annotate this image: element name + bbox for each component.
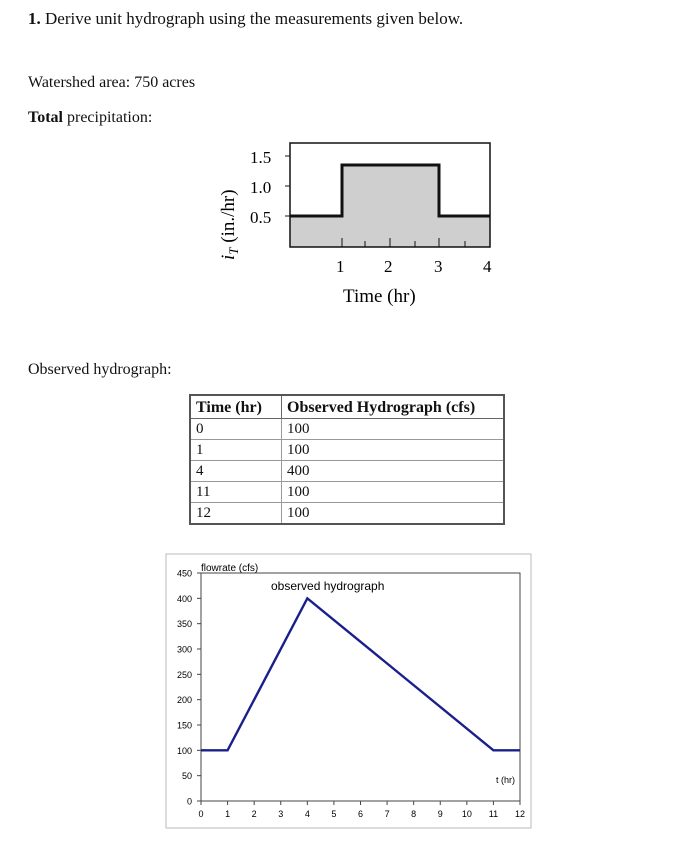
cell-time: 0 [190, 419, 282, 440]
xtick-label: 1 [336, 257, 345, 276]
xtick-label: 11 [488, 809, 499, 819]
chart-outer-frame [166, 554, 531, 828]
question-text: Derive unit hydrograph using the measurements given below. [40, 9, 464, 28]
observed-table [189, 394, 505, 525]
cell-time: 11 [190, 482, 282, 503]
xtick-label: 4 [483, 257, 492, 276]
xtick-label: 3 [434, 257, 443, 276]
ylabel-i: i [218, 254, 239, 260]
ytick-label: 350 [176, 619, 192, 630]
ytick-label: 1.5 [250, 148, 272, 167]
question-number: 1. [28, 9, 41, 28]
xtick-label: 6 [357, 809, 364, 819]
xtick-label: 4 [304, 809, 310, 819]
chart-xlabel: t (hr) [496, 775, 515, 785]
xtick-label: 7 [384, 809, 390, 819]
xtick-label: 5 [331, 809, 337, 819]
table-row [190, 503, 504, 525]
total-bold: Total [28, 109, 63, 126]
ytick-label: 150 [176, 720, 192, 731]
table-row [190, 419, 504, 440]
ylabel-sub: T [226, 247, 241, 255]
header-time: Time (hr) [190, 395, 282, 419]
precip-xlabel: Time (hr) [343, 286, 416, 307]
xtick-label: 1 [225, 809, 231, 819]
xtick-label: 2 [251, 809, 257, 819]
ytick-label: 300 [176, 644, 192, 655]
precipitation-chart [190, 135, 520, 315]
chart-title: observed hydrograph [271, 579, 385, 593]
ytick-label: 1.0 [250, 178, 272, 197]
xtick-label: 2 [384, 257, 393, 276]
xtick-label: 12 [514, 809, 526, 819]
cell-flow: 100 [282, 419, 505, 440]
cell-flow: 100 [282, 503, 505, 525]
table-row [190, 482, 504, 503]
observed-hydrograph-label: Observed hydrograph: [28, 361, 172, 378]
precip-ylabel [218, 189, 241, 260]
cell-time: 1 [190, 440, 282, 461]
ytick-label: 400 [176, 593, 192, 604]
ytick-label: 250 [176, 669, 192, 680]
xtick-label: 10 [461, 809, 472, 819]
cell-flow: 400 [282, 461, 505, 482]
ylabel-rest: (in./hr) [218, 189, 239, 248]
xtick-label: 3 [278, 809, 284, 819]
cell-time: 12 [190, 503, 282, 525]
chart-ylabel: flowrate (cfs) [201, 563, 259, 574]
ytick-label: 0.5 [250, 208, 272, 227]
table-row [190, 440, 504, 461]
ytick-label: 200 [176, 695, 192, 706]
precip-area-peak [342, 165, 439, 216]
hydrograph-chart [165, 553, 535, 833]
cell-flow: 100 [282, 482, 505, 503]
ytick-label: 0 [186, 796, 192, 807]
total-precipitation-label [28, 109, 152, 127]
table-header-row [190, 395, 504, 419]
ytick-label: 100 [176, 745, 192, 756]
watershed-area: Watershed area: 750 acres [28, 74, 196, 91]
ytick-label: 50 [181, 771, 192, 782]
header-flow: Observed Hydrograph (cfs) [282, 395, 505, 419]
question [28, 9, 463, 29]
ytick-label: 450 [176, 568, 192, 579]
total-rest: precipitation: [62, 109, 153, 126]
xtick-label: 0 [198, 809, 204, 819]
table-row [190, 461, 504, 482]
xtick-label: 8 [411, 809, 417, 819]
cell-flow: 100 [282, 440, 505, 461]
cell-time: 4 [190, 461, 282, 482]
xtick-label: 9 [437, 809, 443, 819]
